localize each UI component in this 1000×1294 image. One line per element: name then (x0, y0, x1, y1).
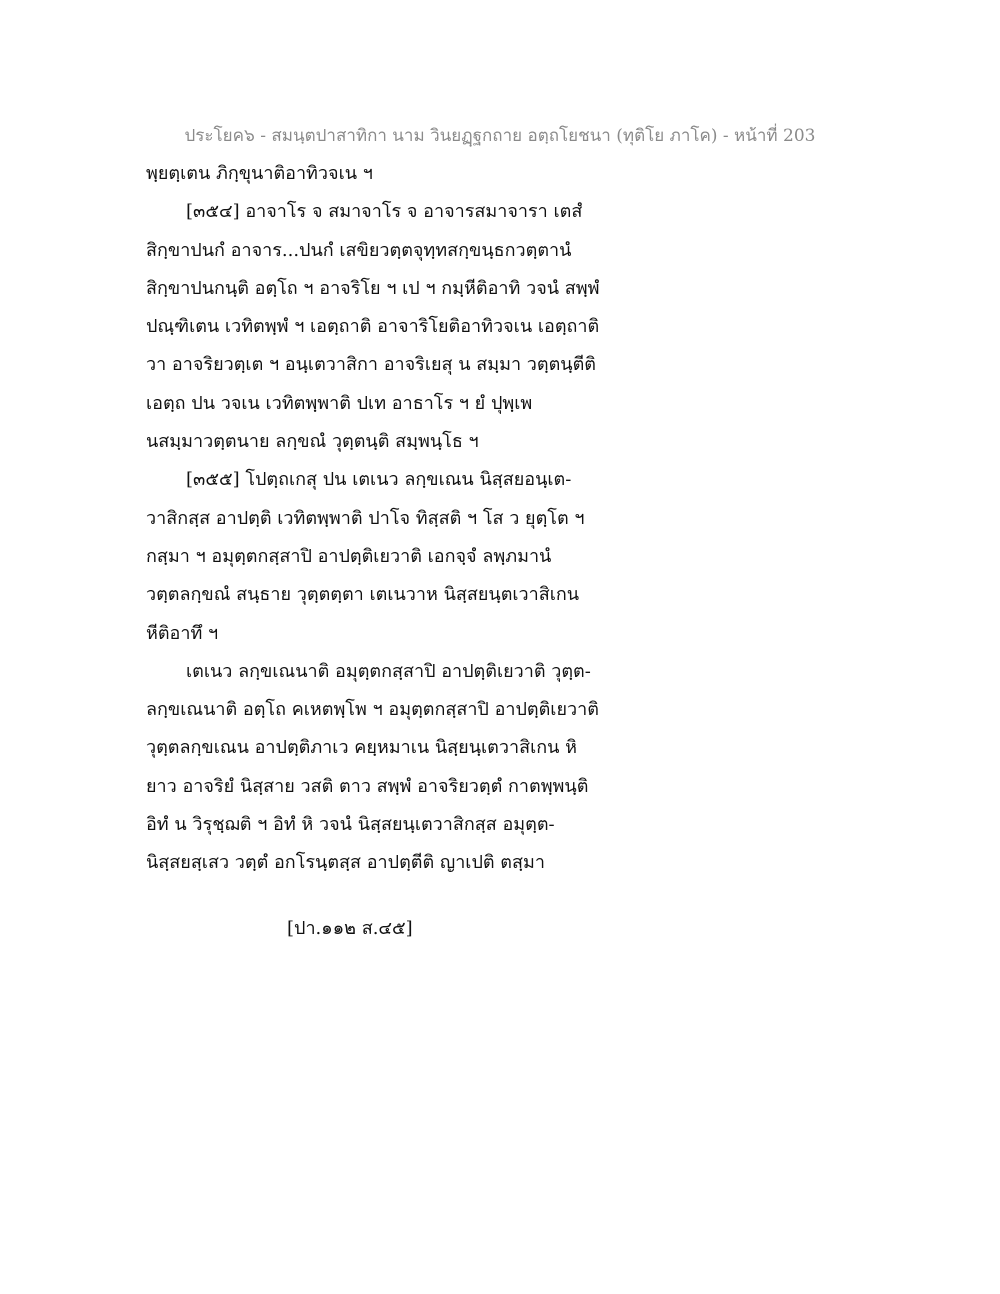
text-line: วตฺตลกฺขณํ สนฺธาย วุตฺตตฺตา เตเนวาห นิสฺสยนฺตเวาสิเกน (146, 584, 580, 606)
text-line: ยาว อาจริยํ นิสฺสาย วสติ ตาว สพฺพํ อาจริยวตฺตํ กาตพฺพนฺติ (146, 775, 589, 797)
text-line: นสมฺมาวตฺตนาย ลกฺขณํ วุตฺตนฺติ สมฺพนฺโธ ฯ (146, 431, 479, 453)
text-line: กสฺมา ฯ อมุตฺตกสฺสาปิ อาปตฺติเยวาติ เอกจฺจํ ลพฺภมานํ (146, 545, 552, 567)
body-text (146, 155, 846, 883)
text-line: อิทํ น วิรุชฺฌติ ฯ อิทํ หิ วจนํ นิสฺสยนฺเตวาสิกสฺส อมุตฺต- (146, 814, 555, 836)
text-line: วา อาจริยวตฺเต ฯ อนฺเตวาสิกา อาจริเยสุ น สมฺมา วตฺตนฺตีติ (146, 354, 596, 376)
text-line: สิกฺขาปนกนฺติ อตฺโถ ฯ อาจริโย ฯ เป ฯ กมฺหีติอาทิ วจนํ สพฺพํ (146, 277, 600, 299)
text-line: ปณฺฑิเตน เวทิตพฺพํ ฯ เอตฺถาติ อาจาริโยติอาทิวจเน เอตฺถาติ (146, 316, 600, 338)
text-line: [๓๕๔] อาจาโร จ สมาจาโร จ อาจารสมาจารา เตสํ (186, 201, 583, 223)
text-line: [๓๕๕] โปตฺถเกสุ ปน เตเนว ลกฺขเณน นิสฺสยอนฺเต- (186, 469, 572, 491)
text-line: วาสิกสฺส อาปตฺติ เวทิตพฺพาติ ปาโจ ทิสฺสติ ฯ โส ว ยุตฺโต ฯ (146, 507, 585, 529)
text-line: เอตฺถ ปน วจเน เวทิตพฺพาติ ปเท อาธาโร ฯ ยํ ปุพฺเพ (146, 392, 533, 414)
text-line: หีติอาทึ ฯ (146, 622, 219, 644)
text-line: พฺยตฺเตน ภิกฺขุนาติอาทิวจเน ฯ (146, 163, 373, 184)
text-line: เตเนว ลกฺขเณนาติ อมุตฺตกสฺสาปิ อาปตฺติเยวาติ วุตฺต- (186, 660, 591, 682)
page-reference: [ปา.๑๑๒ ส.๔๕] (287, 918, 413, 939)
text-line: นิสฺสยสฺเสว วตฺตํ อกโรนฺตสฺส อาปตฺตีติ ญาเปติ ตสฺมา (146, 852, 545, 874)
text-line: วุตฺตลกฺขเณน อาปตฺติภาเว คยฺหมาเน นิสฺยนฺเตวาสิเกน หิ (146, 737, 578, 759)
text-line: ลกฺขเณนาติ อตฺโถ คเหตพฺโพ ฯ อมุตฺตกสฺสาปิ อาปตฺติเยวาติ (146, 699, 599, 721)
running-header: ประโยค๖ - สมนฺตปาสาทิกา นาม วินยฏฺฐกถาย อตฺถโยชนา (ทุติโย ภาโค) - หน้าที่ 203 (184, 126, 816, 146)
text-line: สิกฺขาปนกํ อาจาร...ปนกํ เสขิยวตฺตจุทฺทสกฺขนฺธกวตฺตานํ (146, 239, 572, 261)
